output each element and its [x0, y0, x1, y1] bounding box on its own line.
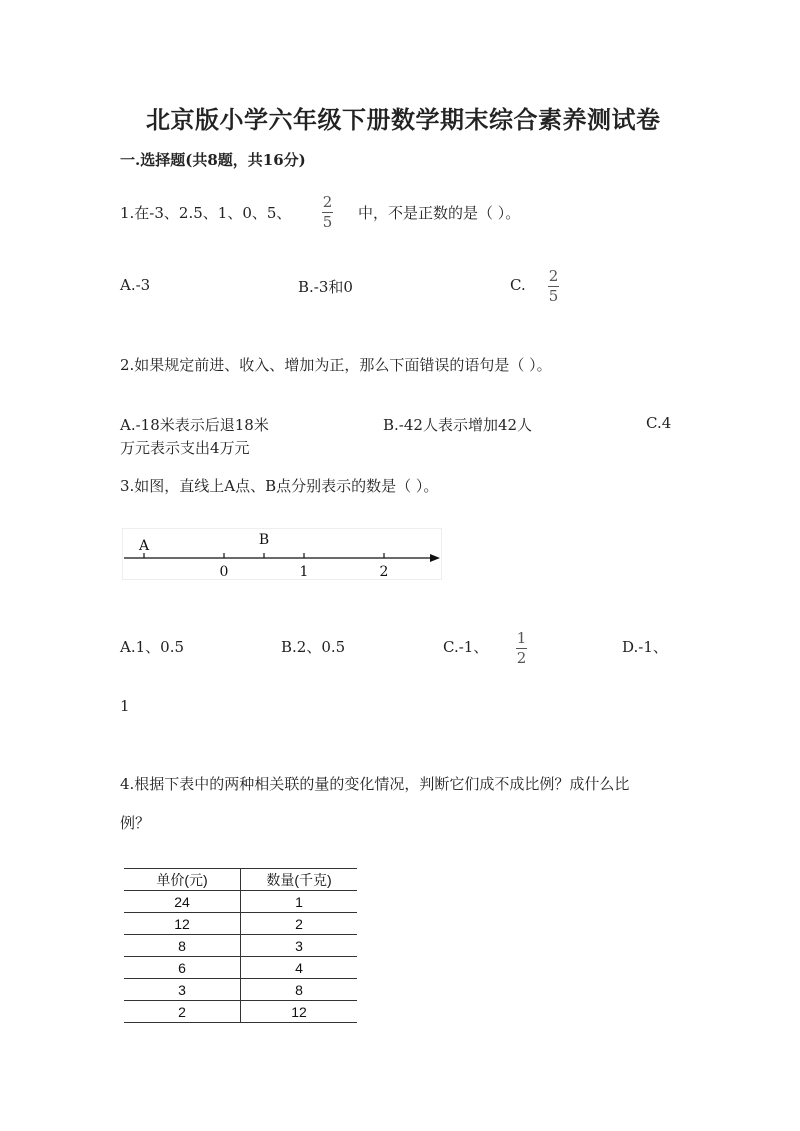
number-line-figure: [122, 528, 442, 580]
table-cell: 12: [241, 1001, 358, 1023]
question-2-option-c-continued: 万元表示支出4万元: [120, 439, 250, 457]
question-4-stem-line1: 4.根据下表中的两种相关联的量的变化情况，判断它们成不成比例？成什么比: [120, 775, 630, 793]
fraction-denominator: 5: [548, 287, 559, 305]
question-3-option-a: A.1、0.5: [120, 638, 184, 656]
table-cell: 1: [241, 891, 358, 913]
number-line-arrow: [430, 554, 440, 562]
number-line-tick-label: 0: [219, 564, 229, 580]
question-1-stem-part1: 1.在-3、2.5、1、0、5、: [120, 204, 292, 222]
table-row: [124, 935, 357, 957]
fraction-numerator: 2: [322, 193, 333, 211]
question-3-option-b: B.2、0.5: [281, 638, 346, 656]
question-1-stem-part2: 中，不是正数的是（ ）。: [358, 204, 521, 222]
table-row: [124, 979, 357, 1001]
question-1-option-c-fraction: [548, 268, 559, 305]
question-3-option-c: C.-1、: [443, 638, 489, 656]
question-3-option-c-fraction: [516, 630, 527, 667]
table-cell: 8: [241, 979, 358, 1001]
table-cell: 8: [124, 935, 241, 957]
number-line-tick-label: 1: [299, 564, 309, 580]
question-3-stem: 3.如图，直线上A点、B点分别表示的数是（ ）。: [120, 477, 439, 495]
question-1-option-c: C.: [510, 276, 526, 294]
point-a-label: A: [138, 538, 150, 554]
page-title: 北京版小学六年级下册数学期末综合素养测试卷: [146, 105, 661, 134]
question-3-option-d: D.-1、: [622, 638, 668, 656]
price-quantity-table: [124, 868, 357, 1023]
table-cell: 6: [124, 957, 241, 979]
table-cell: 2: [241, 913, 358, 935]
table-cell: 3: [241, 935, 358, 957]
table-cell: 3: [124, 979, 241, 1001]
table-cell: 2: [124, 1001, 241, 1023]
question-2-option-b: B.-42人表示增加42人: [383, 416, 533, 434]
table-row: [124, 891, 357, 913]
table-row: [124, 1001, 357, 1023]
question-1-fraction: [322, 194, 333, 231]
question-4-stem-line2: 例？: [120, 814, 151, 832]
fraction-denominator: 2: [516, 649, 527, 667]
fraction-numerator: 1: [516, 629, 527, 647]
question-3-option-d-continued: 1: [120, 697, 130, 715]
number-line-tick-label: 2: [379, 564, 389, 580]
point-b-label: B: [258, 532, 270, 548]
table-cell: 12: [124, 913, 241, 935]
fraction-numerator: 2: [548, 267, 559, 285]
question-1-option-b: B.-3和0: [298, 278, 353, 296]
figure-frame: [123, 529, 442, 580]
section-heading: 一.选择题(共8题，共16分): [120, 151, 306, 169]
question-2-stem: 2.如果规定前进、收入、增加为正，那么下面错误的语句是（ ）。: [120, 356, 552, 374]
question-1-option-a: A.-3: [120, 276, 151, 294]
fraction-denominator: 5: [322, 213, 333, 231]
table-cell: 4: [241, 957, 358, 979]
question-2-option-c: C.4: [646, 414, 672, 432]
table-row: [124, 913, 357, 935]
table-header-price: 单价(元): [124, 869, 241, 891]
question-2-option-a: A.-18米表示后退18米: [120, 416, 269, 434]
table-header-quantity: 数量(千克): [241, 869, 358, 891]
table-header-row: [124, 869, 357, 891]
table-row: [124, 957, 357, 979]
table-cell: 24: [124, 891, 241, 913]
